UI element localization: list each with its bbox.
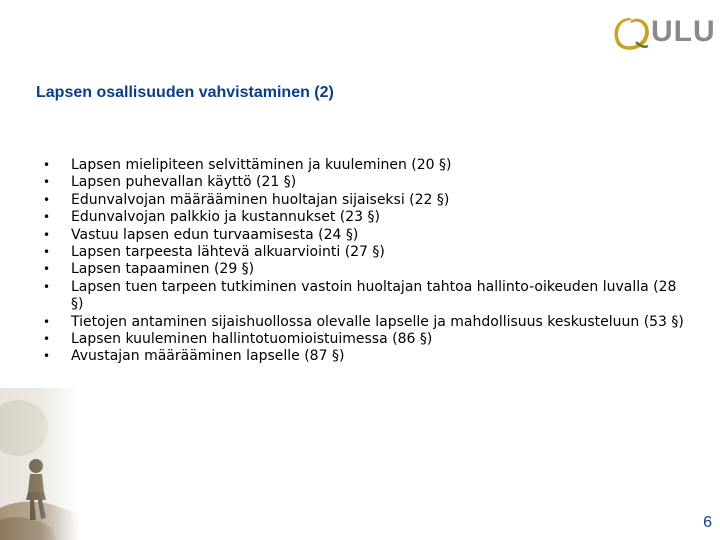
bullet-item-1: • Lapsen mielipiteen selvittäminen ja kuuleminen (20 §) <box>40 157 690 174</box>
bullet-item-6: • Lapsen tarpeesta lähtevä alkuarviointi (27 §) <box>40 244 690 261</box>
bullet-item-7: • Lapsen tapaaminen (29 §) <box>40 261 690 278</box>
bullet-item-9: • Tietojen antaminen sijaishuollossa olevalle lapselle ja mahdollisuus keskusteluun (53 §) <box>40 314 690 331</box>
bullet-list <box>40 157 690 366</box>
bullet-item-5: • Vastuu lapsen edun turvaamisesta (24 §) <box>40 227 690 244</box>
page-number: 6 <box>703 514 712 531</box>
slide-title: Lapsen osallisuuden vahvistaminen (2) <box>36 84 334 101</box>
child-statue-photo <box>0 388 80 540</box>
bullet-item-3: • Edunvalvojan määrääminen huoltajan sijaiseksi (22 §) <box>40 192 690 209</box>
bullet-item-10: • Lapsen kuuleminen hallintotuomioistuimessa (86 §) <box>40 331 690 348</box>
logo-wordmark: ULU <box>651 15 716 48</box>
bullet-item-11: • Avustajan määrääminen lapselle (87 §) <box>40 348 690 365</box>
oulu-logo-o-icon <box>610 14 654 54</box>
oulu-logo <box>610 14 716 54</box>
bullet-item-8: • Lapsen tuen tarpeen tutkiminen vastoin huoltajan tahtoa hallinto-oikeuden luvalla (28 §) <box>40 279 690 314</box>
bullet-item-4: • Edunvalvojan palkkio ja kustannukset (23 §) <box>40 209 690 226</box>
bullet-item-2: • Lapsen puhevallan käyttö (21 §) <box>40 174 690 191</box>
